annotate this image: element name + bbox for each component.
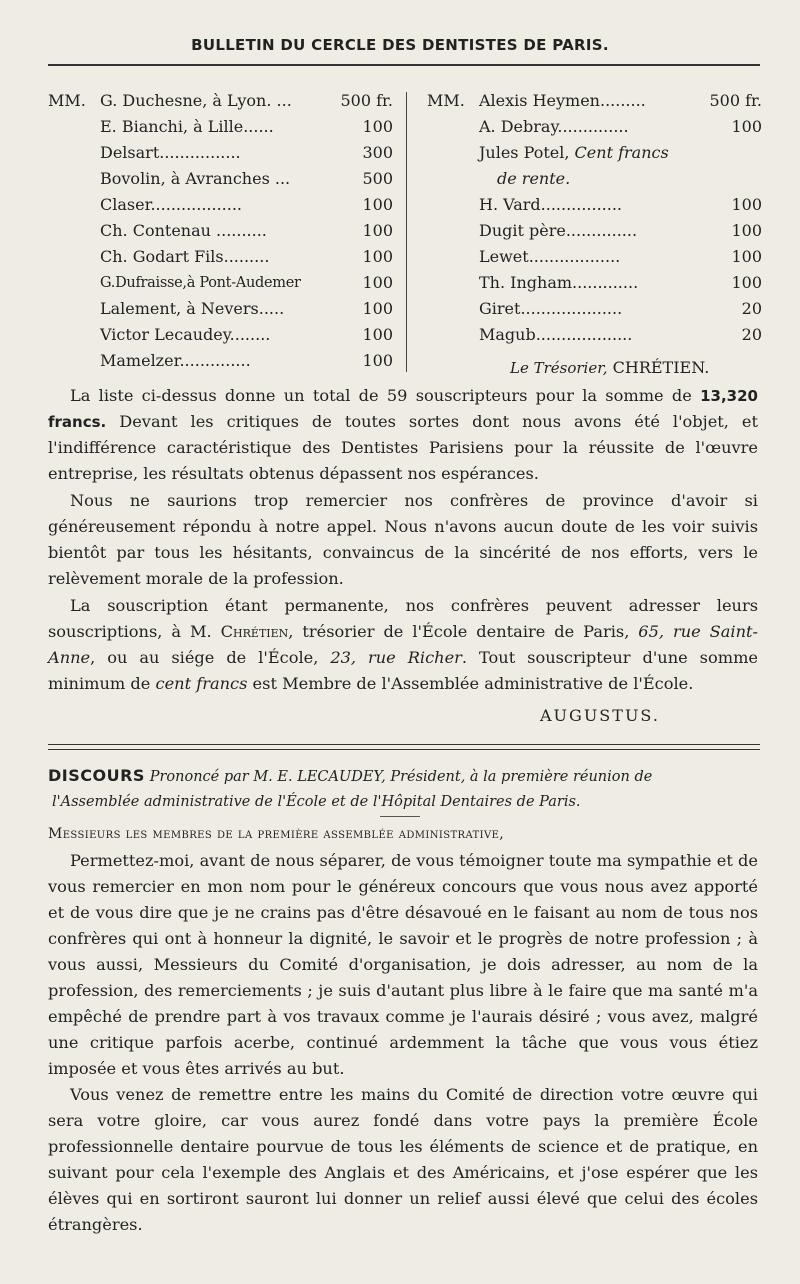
subscriber-row xyxy=(427,114,762,140)
header-rule xyxy=(48,64,760,66)
subscriber-row xyxy=(427,140,762,166)
subscribers-right-column xyxy=(427,88,762,348)
subscriber-amount: 500 fr. xyxy=(340,91,393,110)
mm-prefix: MM. xyxy=(48,91,86,110)
subscriber-amount: 100 xyxy=(731,195,762,214)
paragraph-subscription xyxy=(48,593,758,697)
subscriber-row xyxy=(427,218,762,244)
paragraph-text: , trésorier de l'École dentaire de Paris, xyxy=(288,622,639,641)
subscriber-amount: 100 xyxy=(362,325,393,344)
page-header: BULLETIN DU CERCLE DES DENTISTES DE PARIS. xyxy=(191,36,609,54)
subscriber-name-text: Jules Potel, xyxy=(479,143,575,162)
column-divider xyxy=(406,92,407,372)
discours-heading-line2 xyxy=(48,789,760,814)
subscriber-amount: 100 xyxy=(362,273,393,292)
speech-paragraph-2 xyxy=(48,1082,758,1238)
paragraph-text: La liste ci-dessus donne un total de 59 souscripteurs pour la somme de xyxy=(70,386,692,405)
minimum-amount: cent francs xyxy=(155,674,248,693)
subscriber-name: Lewet.................. xyxy=(479,247,621,266)
speech-address: Messieurs les membres de la première assemblée administrative, xyxy=(48,826,505,842)
subscriber-amount: 100 xyxy=(362,247,393,266)
subscriber-row xyxy=(48,218,393,244)
subscriber-row xyxy=(427,88,762,114)
subscriber-amount: 500 xyxy=(362,169,393,188)
subscriber-amount: 20 xyxy=(741,299,762,318)
subscriber-name: Ch. Godart Fils......... xyxy=(100,247,270,266)
subscriber-name xyxy=(497,166,570,192)
subscriber-name: Alexis Heymen......... xyxy=(479,91,646,110)
discours-title: DISCOURS xyxy=(48,766,145,785)
subscriber-row xyxy=(48,140,393,166)
subscriber-amount: 100 xyxy=(731,117,762,136)
paragraph-thanks xyxy=(48,488,758,592)
paragraph-text: , ou au siége de l'École, xyxy=(90,648,331,667)
subscriber-name: G. Duchesne, à Lyon. ... xyxy=(100,91,292,110)
subscriber-amount: 20 xyxy=(741,325,762,344)
paragraph-text: Nous ne saurions trop remercier nos confrères de province d'avoir si généreusement répondu à notre appel. Nous n'avons aucun doute de les voir suivis bientôt par tous les hésitants, convaincus de la sincérité de nos efforts, vers le relèvement morale de la profession. xyxy=(48,491,758,588)
subscriber-gift: Cent francs xyxy=(574,143,669,162)
subscriber-name xyxy=(479,140,669,166)
section-double-rule xyxy=(48,744,760,750)
subscriber-row xyxy=(48,88,393,114)
subscriber-name: Mamelzer.............. xyxy=(100,351,251,370)
subscriber-amount: 100 xyxy=(362,221,393,240)
subscriber-amount: 100 xyxy=(362,351,393,370)
discours-heading-line1 xyxy=(48,764,760,789)
subscriber-name: Victor Lecaudey........ xyxy=(100,325,271,344)
subscriber-amount: 100 xyxy=(731,221,762,240)
subscriber-amount: 100 xyxy=(362,299,393,318)
treasurer-name: CHRÉTIEN. xyxy=(612,358,710,377)
discours-subtitle-2: l'Assemblée administrative de l'École et de l'Hôpital Dentaires de Paris. xyxy=(52,794,581,810)
subscriber-row xyxy=(427,166,762,192)
discours-subtitle-1: Prononcé par M. E. LECAUDEY, Président, à la première réunion de xyxy=(149,769,653,785)
subscriber-gift: de rente. xyxy=(497,169,571,188)
subscriber-row xyxy=(48,348,393,374)
treasurer-ref: Chrétien xyxy=(220,622,289,641)
address-one: 65, rue Saint-Anne xyxy=(48,622,758,667)
discours-heading xyxy=(48,764,760,814)
subscriber-row xyxy=(48,244,393,270)
subscriber-amount: 500 fr. xyxy=(709,91,762,110)
subscriber-name: A. Debray.............. xyxy=(479,117,629,136)
subscriber-row xyxy=(427,244,762,270)
treasurer-label: Le Trésorier, xyxy=(510,359,608,377)
subscriber-name: E. Bianchi, à Lille...... xyxy=(100,117,274,136)
subscriber-amount: 100 xyxy=(362,195,393,214)
paragraph-text: Devant les critiques de toutes sortes dont nous avons été l'objet, et l'indifférence caractéristique des Dentistes Parisiens pour la réussite de l'œuvre entreprise, les résultats obtenus dépassent nos espérances. xyxy=(48,412,758,483)
subscribers-left-column xyxy=(48,88,393,374)
subscriber-amount: 100 xyxy=(731,247,762,266)
address-two: 23, rue Richer xyxy=(330,648,462,667)
subscriber-name: Magub................... xyxy=(479,325,633,344)
subscriber-row xyxy=(48,166,393,192)
subscriber-name: Claser.................. xyxy=(100,195,243,214)
subscriber-name: Giret.................... xyxy=(479,299,623,318)
subscriber-row xyxy=(48,296,393,322)
treasurer-signature xyxy=(510,358,709,377)
subscriber-name: Delsart................ xyxy=(100,143,241,162)
subscriber-amount: 100 xyxy=(731,273,762,292)
paragraph-text: La souscription étant permanente, nos confrères peuvent adresser leurs souscriptions, à M. xyxy=(48,596,758,641)
subscriber-row xyxy=(48,322,393,348)
subscriber-name: H. Vard................ xyxy=(479,195,623,214)
paragraph-text: Permettez-moi, avant de nous séparer, de vous témoigner toute ma sympathie et de vous remercier en mon nom pour le généreux concours que vous nous avez apporté et de vous dire que je ne crains pas d'être désavoué en le faisant au nom de tous nos confrères qui ont à honneur la dignité, le savoir et le progrès de notre profession ; à vous aussi, Messieurs du Comité d'organisation, je dois adresser, au nom de la profession, des remerciements ; je suis d'autant plus libre à le faire que ma santé m'a empêché de prendre part à vos travaux comme je l'aurais désiré ; vous avez, malgré une critique parfois acerbe, continué ardemment la tâche que vous vous étiez imposée et vous êtes arrivés au but. xyxy=(48,851,758,1078)
subscriber-row xyxy=(427,296,762,322)
author-signature: AUGUSTUS. xyxy=(540,706,660,725)
subscriber-row xyxy=(48,192,393,218)
subscriber-amount: 100 xyxy=(362,117,393,136)
paragraph-total xyxy=(48,383,758,487)
paragraph-text: . Tout souscripteur d'une somme minimum de xyxy=(48,648,758,693)
subscriber-row xyxy=(427,192,762,218)
subscriber-row xyxy=(48,114,393,140)
subscriber-row xyxy=(427,270,762,296)
subscriber-row xyxy=(48,270,393,296)
subscriber-name: Th. Ingham............. xyxy=(479,273,639,292)
subscriber-name: Ch. Contenau .......... xyxy=(100,221,267,240)
short-divider xyxy=(380,816,420,817)
subscriber-name: Lalement, à Nevers..... xyxy=(100,299,285,318)
speech-paragraph-1 xyxy=(48,848,758,1082)
paragraph-text: est Membre de l'Assemblée administrative de l'École. xyxy=(247,674,694,693)
subscriber-name: Bovolin, à Avranches ... xyxy=(100,169,291,188)
subscriber-name: G.Dufraisse,à Pont-Audemer xyxy=(100,275,301,291)
total-amount: 13,320 francs. xyxy=(48,387,758,431)
subscriber-row xyxy=(427,322,762,348)
paragraph-text: Vous venez de remettre entre les mains du Comité de direction votre œuvre qui sera votre gloire, car vous aurez fondé dans votre pays la première École professionnelle dentaire pourvue de tous les éléments de science et de pratique, en suivant pour cela l'exemple des Anglais et des Américains, et j'ose espérer que les élèves qui en sortiront sauront lui donner un relief aussi élevé que celui des écoles étrangères. xyxy=(48,1085,758,1234)
subscriber-name: Dugit père.............. xyxy=(479,221,638,240)
mm-prefix: MM. xyxy=(427,91,465,110)
subscriber-amount: 300 xyxy=(362,143,393,162)
